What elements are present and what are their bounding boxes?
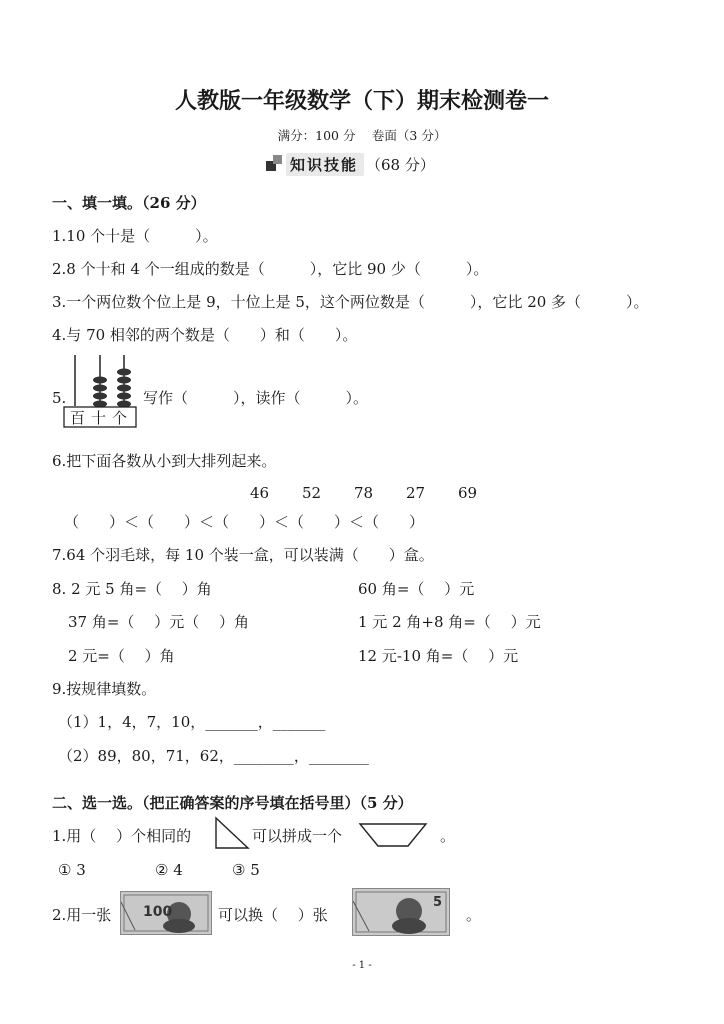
trapezoid-shape-icon <box>358 822 428 848</box>
part2-option-3: ③ 5 <box>232 861 260 879</box>
part1-heading: 一、填一填。（26 分） <box>52 194 206 212</box>
part2-question-2b: 可以换（ ）张 <box>218 906 328 924</box>
question-1: 1.10 个十是（ ）。 <box>52 227 218 245</box>
badge-square-icon <box>264 153 286 175</box>
question-6-numbers <box>250 483 510 503</box>
question-9-2: （2）89，80，71，62，________，________ <box>58 747 369 765</box>
question-2: 2.8 个十和 4 个一组成的数是（ ），它比 90 少（ ）。 <box>52 260 489 278</box>
question-9: 9.按规律填数。 <box>52 680 157 698</box>
question-3: 3.一个两位数个位上是 9，十位上是 5，这个两位数是（ ），它比 20 多（ ）。 <box>52 293 649 311</box>
part2-question-1a: 1.用（ ）个相同的 <box>52 827 192 845</box>
question-8-right-3: 12 元-10 角=（ ）元 <box>358 647 519 665</box>
part2-heading: 二、选一选。（把正确答案的序号填在括号里）（5 分） <box>52 794 413 812</box>
badge-points: （68 分） <box>366 155 435 174</box>
page-title: 人教版一年级数学（下）期末检测卷一 <box>174 88 549 114</box>
question-5-text: 写作（ ），读作（ ）。 <box>143 389 369 407</box>
banknote-100-image <box>120 891 212 935</box>
part2-question-1b: 可以拼成一个 <box>252 827 343 845</box>
number-item: 78 <box>354 484 374 502</box>
page-number: - 1 - <box>352 960 372 971</box>
number-item: 27 <box>406 484 426 502</box>
score-line: 满分：100 分 卷面（3 分） <box>277 128 447 143</box>
abacus-label-ones: 个 <box>112 409 134 427</box>
badge-label: 知识技能 <box>286 153 364 176</box>
section-badge <box>264 153 435 175</box>
question-6-chain: （ ）＜（ ）＜（ ）＜（ ）＜（ ） <box>64 513 425 531</box>
question-6: 6.把下面各数从小到大排列起来。 <box>52 452 277 470</box>
question-8-left-1: 8. 2 元 5 角=（ ）角 <box>52 580 212 598</box>
part2-question-2c: 。 <box>466 906 482 924</box>
abacus-place-labels <box>70 408 133 428</box>
number-item: 52 <box>302 484 322 502</box>
question-7: 7.64 个羽毛球，每 10 个装一盒，可以装满（ ）盒。 <box>52 546 434 564</box>
part2-question-2a: 2.用一张 <box>52 906 112 924</box>
triangle-shape-icon <box>214 816 250 850</box>
question-8-left-3: 2 元=（ ）角 <box>68 647 175 665</box>
abacus-label-hundreds: 百 <box>70 409 92 427</box>
question-8-left-2: 37 角=（ ）元（ ）角 <box>68 613 249 631</box>
question-8-right-2: 1 元 2 角+8 角=（ ）元 <box>358 613 541 631</box>
abacus-label-tens: 十 <box>91 409 113 427</box>
banknote-5-value: 5 <box>433 895 443 910</box>
question-9-1: （1）1，4，7，10，_______，_______ <box>58 713 326 731</box>
question-8-right-1: 60 角=（ ）元 <box>358 580 475 598</box>
part2-option-1: ① 3 <box>58 861 86 879</box>
banknote-100-value: 100 <box>143 904 173 920</box>
question-5-number: 5. <box>52 389 67 407</box>
part2-option-2: ② 4 <box>155 861 183 879</box>
question-4: 4.与 70 相邻的两个数是（ ）和（ ）。 <box>52 326 358 344</box>
banknote-5-image <box>352 888 450 936</box>
number-item: 69 <box>458 484 478 502</box>
number-item: 46 <box>250 484 270 502</box>
part2-question-1c: 。 <box>440 827 456 845</box>
